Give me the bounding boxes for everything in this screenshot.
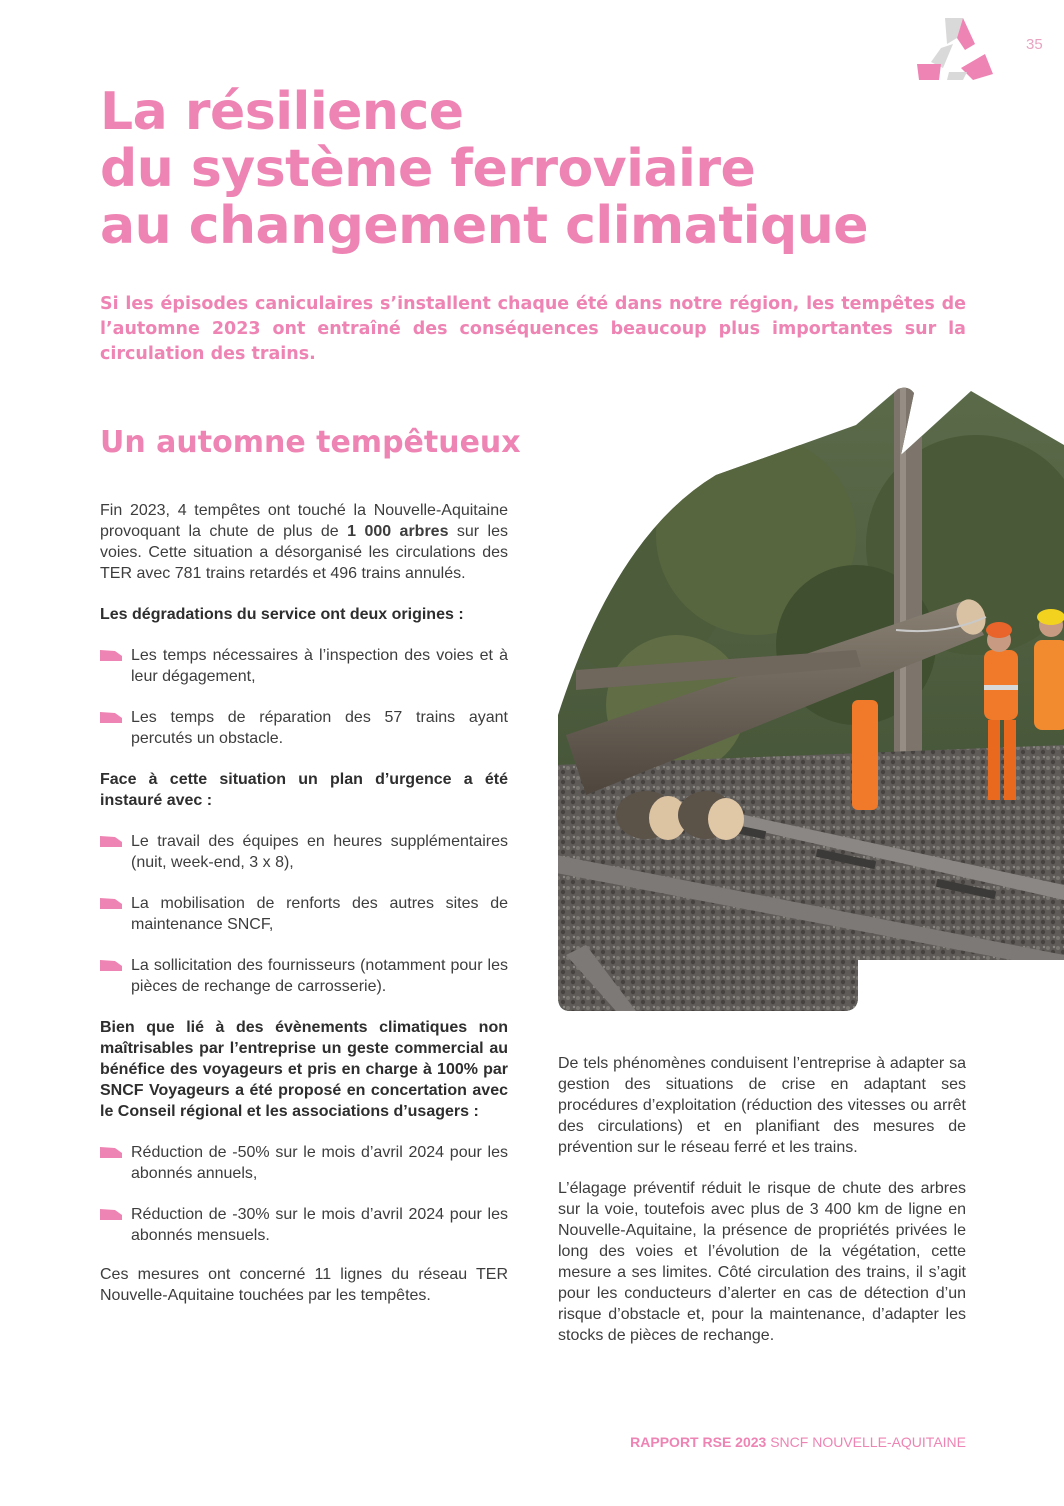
left-column (100, 500, 508, 1326)
gesture-heading: Bien que lié à des évènements climatiques non maîtrisables par l’entreprise un geste commercial au bénéfice des voyageurs et pris en charge à 100% par SNCF Voyageurs a été proposé en concertation avec le Conseil régional et les associations d’usagers : (100, 1019, 508, 1120)
list-item-text: La mobilisation de renforts des autres sites de maintenance SNCF, (131, 895, 508, 933)
closing-paragraph: Ces mesures ont concerné 11 lignes du réseau TER Nouvelle-Aquitaine touchées par les tempêtes. (100, 1266, 508, 1304)
gesture-list (100, 1142, 508, 1246)
intro-paragraph (100, 500, 508, 584)
list-item-text: Réduction de -30% sur le mois d’avril 2024 pour les abonnés mensuels. (131, 1206, 508, 1244)
page-number: 35 (1026, 36, 1043, 53)
origins-heading: Les dégradations du service ont deux origines : (100, 606, 464, 623)
page-title (100, 84, 900, 255)
pink-tab-bullet-icon (100, 1147, 122, 1158)
paragraph: L’élagage préventif réduit le risque de chute des arbres sur la voie, toutefois avec plus de 3 400 km de ligne en Nouvelle-Aquitaine, la présence de propriétés privées le long des voies et l’évolution de la végétation, cette mesure a ses limites. Côté circulation des trains, il s’agit pour les conducteurs d’alerter en cas de détection d’un risque d’obstacle et, pour la maintenance, d’adapter les stocks de pièces de rechange. (558, 1180, 966, 1344)
paragraph: De tels phénomènes conduisent l’entreprise à adapter sa gestion des situations de crise en adaptant ses procédures d’exploitation (réduction des vitesses ou arrêt des circulations) et en planifiant des mesures de prévention sur le réseau ferré et les trains. (558, 1055, 966, 1156)
intro-text: Fin 2023, 4 tempêtes ont touché la Nouvelle-Aquitaine provoquant la chute de plus de (100, 502, 508, 540)
intro-highlight: 1 000 arbres (347, 523, 449, 540)
section-heading: Un automne tempêtueux (100, 425, 521, 460)
pink-tab-bullet-icon (100, 898, 122, 909)
plan-heading: Face à cette situation un plan d’urgence a été instauré avec : (100, 771, 508, 809)
origins-list (100, 645, 508, 749)
list-item-text: Les temps de réparation des 57 trains ayant percutés un obstacle. (131, 709, 508, 747)
lead-paragraph: Si les épisodes caniculaires s’installent chaque été dans notre région, les tempêtes de l’automne 2023 ont entraîné des conséquences beaucoup plus importantes sur la circulation des trains. (100, 294, 966, 364)
list-item-text: La sollicitation des fournisseurs (notamment pour les pièces de rechange de carrosserie). (131, 957, 508, 995)
footer-strong: RAPPORT RSE 2023 (630, 1434, 767, 1450)
pink-tab-bullet-icon (100, 1209, 122, 1220)
storm-damage-photo (556, 385, 1064, 1011)
list-item (100, 893, 508, 935)
pink-tab-bullet-icon (100, 650, 122, 661)
pink-tab-bullet-icon (100, 960, 122, 971)
pink-tab-bullet-icon (100, 712, 122, 723)
list-item (100, 831, 508, 873)
pink-tab-bullet-icon (100, 836, 122, 847)
list-item (100, 707, 508, 749)
list-item-text: Réduction de -50% sur le mois d’avril 2024 pour les abonnés annuels, (131, 1144, 508, 1182)
title-line: au changement climatique (100, 196, 869, 256)
list-item (100, 955, 508, 997)
list-item (100, 1142, 508, 1184)
list-item-text: Le travail des équipes en heures supplémentaires (nuit, week-end, 3 x 8), (131, 833, 508, 871)
title-line: du système ferroviaire (100, 139, 756, 199)
footer (598, 1434, 966, 1450)
title-line: La résilience (100, 82, 464, 142)
triangle-logo-icon (913, 14, 995, 84)
right-column (558, 1053, 966, 1366)
list-item-text: Les temps nécessaires à l’inspection des voies et à leur dégagement, (131, 647, 508, 685)
plan-list (100, 831, 508, 997)
list-item (100, 1204, 508, 1246)
intro-text: sur les voies. Cette situation a désorganisé les circulations des TER avec 781 trains retardés et 496 trains annulés. (100, 523, 509, 582)
footer-rest: SNCF NOUVELLE-AQUITAINE (766, 1434, 966, 1450)
list-item (100, 645, 508, 687)
